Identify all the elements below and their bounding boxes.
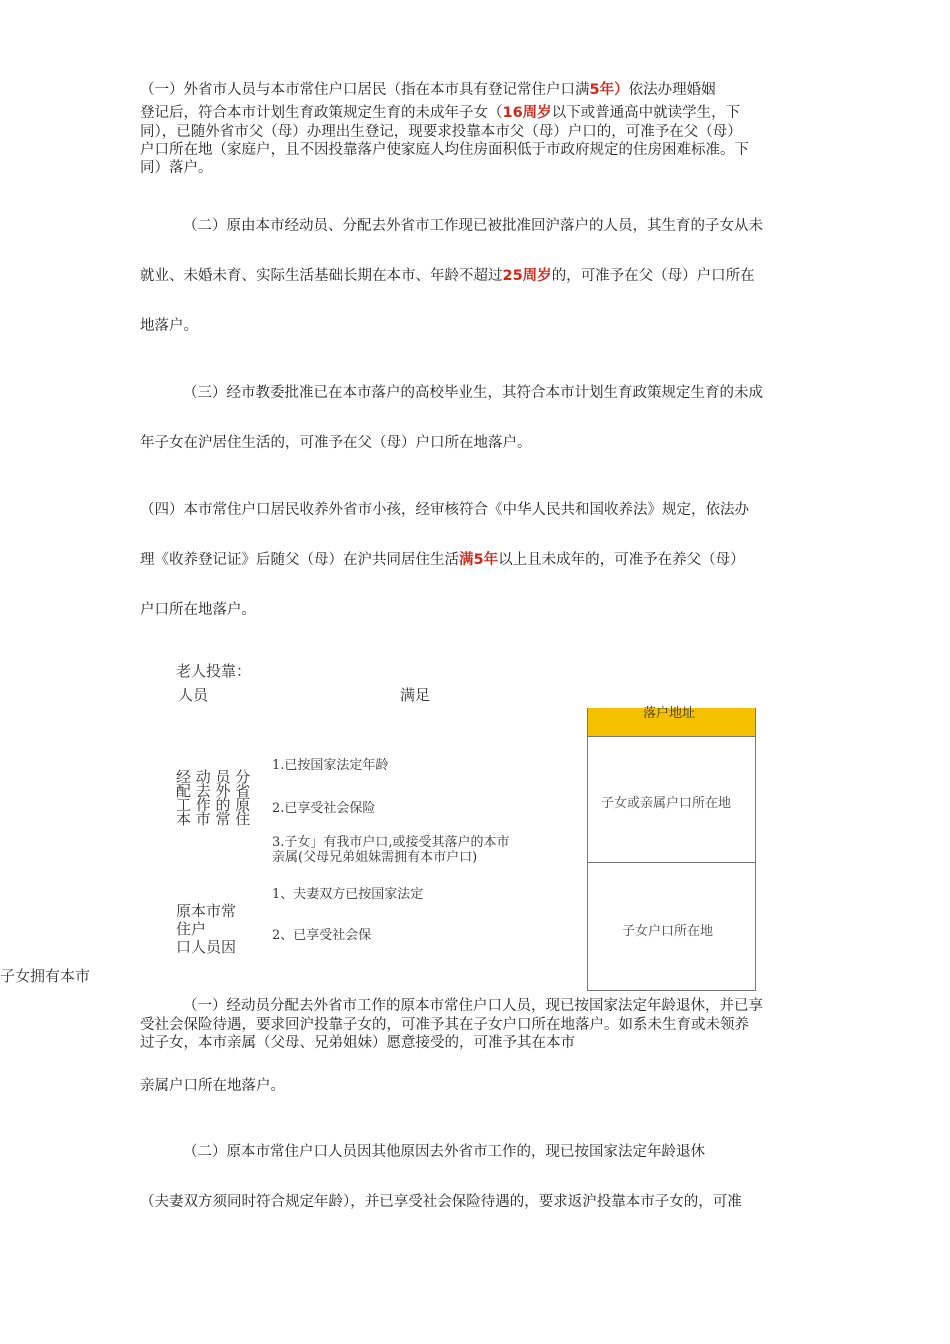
text: （一）外省市人员与本市常住户口居民（指在本市具有登记常住户口满 [140, 82, 590, 98]
para-1-line-3: 同），已随外省市父（母）办理出生登记，现要求投靠本市父（母）户口的，可准予在父（母） [140, 124, 742, 140]
row1-cond-3b: 亲属(父母兄弟姐妹需拥有本市户口) [272, 850, 478, 865]
row1-person-line: 本 市 常 住 [176, 810, 251, 828]
address-header [588, 708, 755, 736]
row2-address: 子女户口所在地 [622, 924, 714, 939]
text: 登记后，符合本市计划生育政策规定生育的未成年子女（ [140, 105, 503, 121]
highlight-16-years: 16周岁 [502, 105, 552, 121]
text: 理《收养登记证》后随父（母）在沪共同居住生活 [140, 552, 459, 568]
elder-para-1-line-1: （一）经动员分配去外省市工作的原本市常住户口人员，现已按国家法定年龄退休，并已享 [183, 998, 763, 1014]
para-1-line-1 [140, 78, 716, 99]
row2-cond-1: 1、夫妻双方已按国家法定 [272, 887, 424, 902]
col-person-header: 人员 [178, 686, 209, 704]
row1-person-line: 工 作 的 原 [176, 796, 251, 814]
para-2-line-3: 地落户。 [140, 318, 198, 334]
row1-person [176, 768, 251, 828]
row2-person-line: 住户 [176, 920, 207, 938]
para-2-line-2 [140, 264, 755, 285]
row2-person [176, 902, 237, 956]
row2-cond-2: 2、已享受社会保 [272, 928, 372, 943]
highlight-5-years: 5年） [589, 82, 629, 98]
row1-person-line: 经 动 员 分 [176, 768, 251, 786]
row1-cond-2: 2.已享受社会保险 [272, 801, 376, 816]
text: 的，可准予在父（母）户口所在 [551, 268, 755, 284]
divider [588, 862, 755, 863]
text: 就业、未婚未育、实际生活基础长期在本市、年龄不超过 [140, 268, 503, 284]
row1-cond-3a: 3.子女」有我市户口,或接受其落户的本市 [272, 835, 510, 850]
para-3-line-1: （三）经市教委批准已在本市落户的高校毕业生，其符合本市计划生育政策规定生育的未成 [183, 385, 763, 401]
row1-person-line: 配 去 外 省 [176, 782, 251, 800]
row2-person-line: 原本市常 [176, 902, 237, 920]
text: 依法办理婚姻 [628, 82, 716, 98]
para-1-line-5: 同）落户。 [140, 160, 213, 176]
elder-heading: 老人投靠： [176, 662, 252, 680]
address-table [587, 708, 756, 991]
para-1-line-4: 户口所在地（家庭户，且不因投靠落户使家庭人均住房面积低于市政府规定的住房困难标准。下 [140, 142, 749, 158]
left-overflow-text: 子女拥有本市 [0, 967, 91, 985]
text: 以下或普通高中就读学生，下 [551, 105, 741, 121]
row1-cond-1: 1.已按国家法定年龄 [272, 758, 389, 773]
col-conditions-header: 满足 [400, 686, 431, 704]
para-3-line-2: 年子女在沪居住生活的，可准予在父（母）户口所在地落户。 [140, 435, 532, 451]
row1-address: 子女或亲属户口所在地 [601, 796, 732, 811]
para-1-line-2 [140, 101, 740, 122]
row2-person-line: 口人员因 [176, 938, 237, 956]
elder-para-1-line-4: 亲属户口所在地落户。 [140, 1078, 285, 1094]
para-2-line-1: （二）原由本市经动员、分配去外省市工作现已被批准回沪落户的人员，其生育的子女从未 [183, 218, 763, 234]
highlight-25-years: 25周岁 [502, 268, 552, 284]
para-4-line-1: （四）本市常住户口居民收养外省市小孩，经审核符合《中华人民共和国收养法》规定，依法办 [140, 502, 749, 518]
elder-para-2-line-1: （二）原本市常住户口人员因其他原因去外省市工作的，现已按国家法定年龄退休 [183, 1144, 705, 1160]
address-header-label: 落户地址 [643, 706, 696, 721]
elder-para-1-line-2: 受社会保险待遇，要求回沪投靠子女的，可准予其在子女户口所在地落户。如系未生育或未领养 [140, 1017, 749, 1033]
para-4-line-2 [140, 548, 745, 569]
elder-para-2-line-2: （夫妻双方须同时符合规定年龄），并已享受社会保险待遇的，要求返沪投靠本市子女的，可准 [140, 1194, 742, 1210]
text: 以上且未成年的，可准予在养父（母） [498, 552, 745, 568]
highlight-5-years: 满5年 [459, 552, 499, 568]
divider [588, 736, 755, 737]
elder-para-1-line-3: 过子女，本市亲属（父母、兄弟姐妹）愿意接受的，可准予其在本市 [140, 1035, 575, 1051]
para-4-line-3: 户口所在地落户。 [140, 602, 256, 618]
